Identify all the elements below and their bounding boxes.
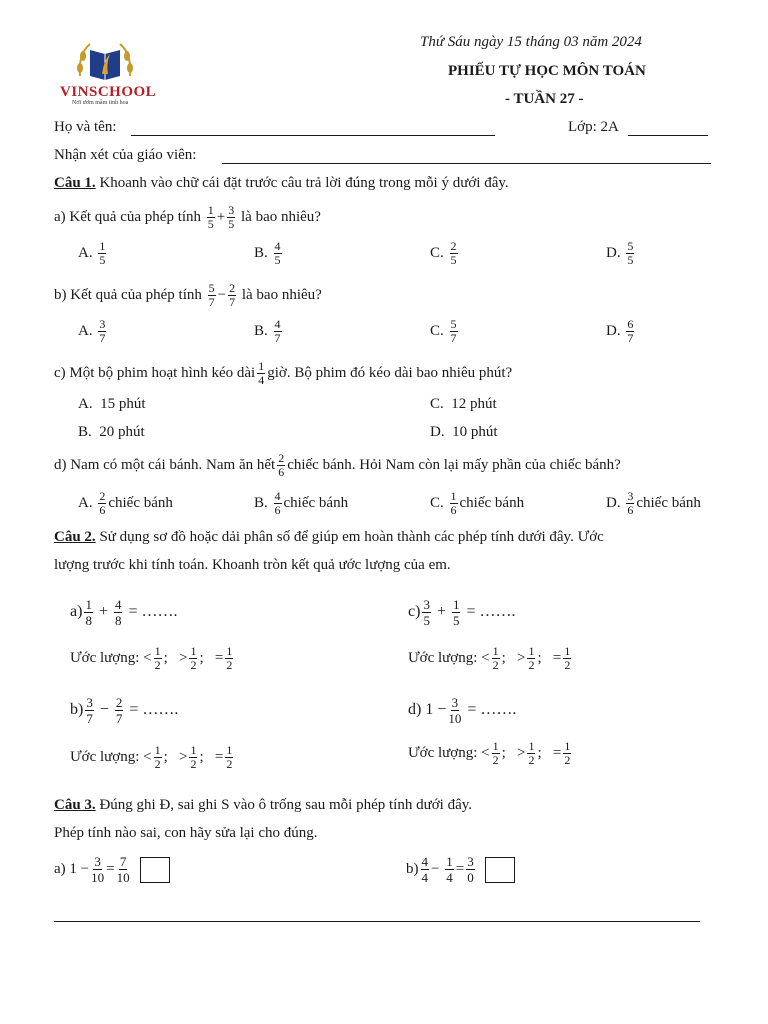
q1d-option-d[interactable]: D. $\frac{3}{6}$ chiếc bánh: [606, 489, 701, 517]
q1a-option-a[interactable]: A. $\frac{1}{5}$: [78, 239, 106, 267]
worksheet-title: PHIẾU TỰ HỌC MÔN TOÁN: [448, 63, 646, 79]
q1d-option-a[interactable]: A. $\frac{2}{6}$ chiếc bánh: [78, 489, 173, 517]
teacher-comment-field[interactable]: [222, 163, 711, 164]
q1b-option-a[interactable]: A. $\frac{3}{7}$: [78, 317, 106, 345]
q1a-option-d[interactable]: D. $\frac{5}{5}$: [606, 239, 634, 267]
q1b-option-b[interactable]: B. $\frac{4}{7}$: [254, 317, 281, 345]
week-label: - TUẦN 27 -: [505, 91, 584, 107]
q3a-answer-box[interactable]: [140, 857, 170, 883]
q1d-question: d) Nam có một cái bánh. Nam ăn hết $\frac{2}{6}$ chiếc bánh. Hỏi Nam còn lại mấy phần của chiếc bánh?: [54, 451, 621, 479]
teacher-comment-label: Nhận xét của giáo viên:: [54, 147, 197, 163]
q2d-expression: d) 1 − $\frac{3}{10}$ = …….: [408, 695, 517, 726]
book-crest-icon: [60, 36, 150, 88]
q3-heading-line2: Phép tính nào sai, con hãy sửa lại cho đúng.: [54, 825, 318, 841]
class-field[interactable]: [628, 135, 708, 136]
class-label: Lớp: 2A: [568, 119, 619, 135]
q2d-estimate[interactable]: Ước lượng: < $\frac{1}{2}$ ; > $\frac{1}{2}$ ; = $\frac{1}{2}$: [408, 739, 571, 767]
q1c-option-c[interactable]: C. 12 phút: [430, 396, 497, 412]
q1a-option-b[interactable]: B. $\frac{4}{5}$: [254, 239, 281, 267]
q1c-question: c) Một bộ phim hoạt hình kéo dài $\frac{1}{4}$ giờ. Bộ phim đó kéo dài bao nhiêu phút?: [54, 359, 513, 387]
logo-tagline: Nơi ươm mầm tinh hoa: [72, 100, 129, 106]
q1d-option-c[interactable]: C. $\frac{1}{6}$ chiếc bánh: [430, 489, 525, 517]
q1b-option-d[interactable]: D. $\frac{6}{7}$: [606, 317, 634, 345]
q1a-question: a) Kết quả của phép tính $\frac{1}{5}$ + $\frac{3}{5}$ là bao nhiêu?: [54, 203, 321, 231]
q2c-expression: c) $\frac{3}{5}$ + $\frac{1}{5}$ = …….: [408, 597, 516, 628]
q1c-option-b[interactable]: B. 20 phút: [78, 424, 145, 440]
q1a-option-c[interactable]: C. $\frac{2}{5}$: [430, 239, 457, 267]
q2a-expression: a) $\frac{1}{8}$ + $\frac{4}{8}$ = …….: [70, 597, 178, 628]
q1d-option-b[interactable]: B. $\frac{4}{6}$ chiếc bánh: [254, 489, 349, 517]
date-line: Thứ Sáu ngày 15 tháng 03 năm 2024: [420, 34, 642, 50]
school-logo: [60, 36, 157, 106]
q3-heading: Câu 3. Đúng ghi Đ, sai ghi S vào ô trống sau mỗi phép tính dưới đây.: [54, 797, 472, 813]
name-label: Họ và tên:: [54, 119, 117, 135]
q2a-estimate[interactable]: Ước lượng: < $\frac{1}{2}$ ; > $\frac{1}{2}$ ; = $\frac{1}{2}$: [70, 644, 233, 672]
q1-heading: Câu 1. Khoanh vào chữ cái đặt trước câu trả lời đúng trong mỗi ý dưới đây.: [54, 175, 509, 191]
q3b-answer-box[interactable]: [485, 857, 515, 883]
q1b-question: b) Kết quả của phép tính $\frac{5}{7}$ − $\frac{2}{7}$ là bao nhiêu?: [54, 281, 322, 309]
q2-heading-line2: lượng trước khi tính toán. Khoanh tròn kết quả ước lượng của em.: [54, 557, 451, 573]
q3b-expression: b) $\frac{4}{4}$ − $\frac{1}{4}$ = $\frac{3}{0}$: [406, 854, 515, 885]
q1c-option-a[interactable]: A. 15 phút: [78, 396, 146, 412]
q2b-estimate[interactable]: Ước lượng: < $\frac{1}{2}$ ; > $\frac{1}{2}$ ; = $\frac{1}{2}$: [70, 743, 233, 771]
correction-line[interactable]: [54, 921, 700, 922]
q2c-estimate[interactable]: Ước lượng: < $\frac{1}{2}$ ; > $\frac{1}{2}$ ; = $\frac{1}{2}$: [408, 644, 571, 672]
q1b-option-c[interactable]: C. $\frac{5}{7}$: [430, 317, 457, 345]
logo-text: VINSCHOOL: [60, 84, 157, 100]
name-field[interactable]: [131, 135, 495, 136]
q2b-expression: b) $\frac{3}{7}$ − $\frac{2}{7}$ = …….: [70, 695, 179, 726]
q1c-option-d[interactable]: D. 10 phút: [430, 424, 498, 440]
q3a-expression: a) 1 − $\frac{3}{10}$ = $\frac{7}{10}$: [54, 854, 170, 885]
q2-heading: Câu 2. Sử dụng sơ đồ hoặc dải phân số để giúp em hoàn thành các phép tính dưới đây. Ước: [54, 529, 604, 545]
